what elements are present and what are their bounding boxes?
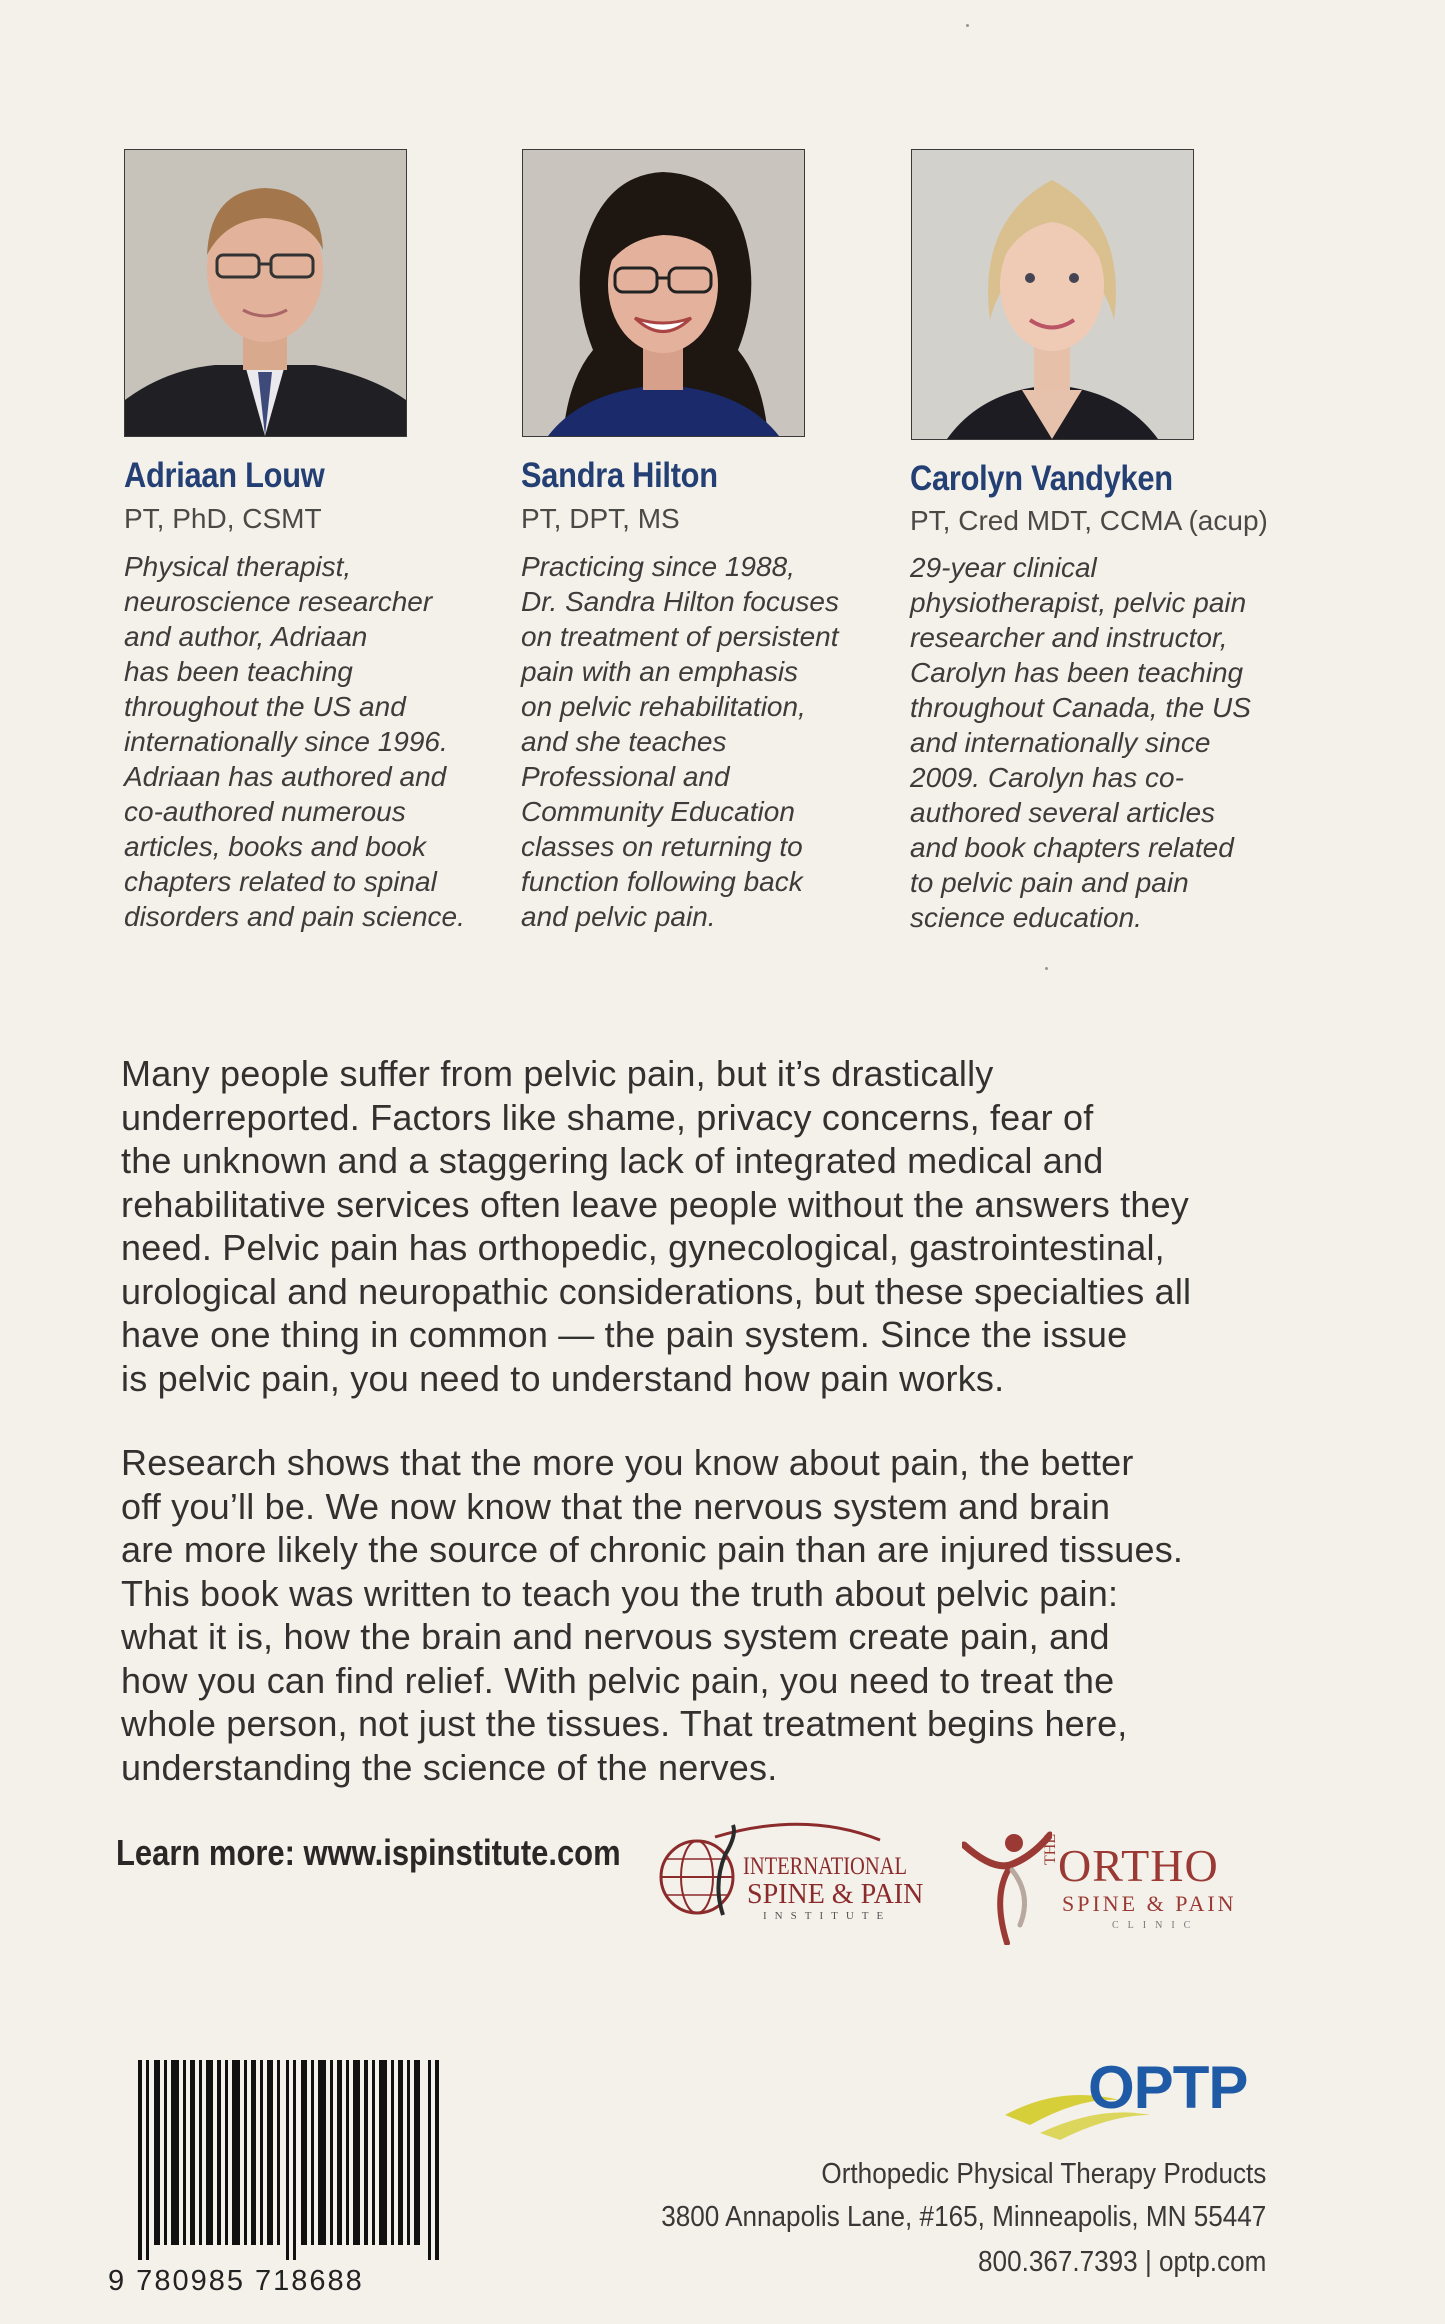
author-photo-louw (124, 149, 407, 437)
ortho-the: THE (1042, 1833, 1059, 1865)
author-bio: Physical therapist, neuroscience researcher and author, Adriaan has been teaching throughout the US and internationally since 1996. Adriaan has authored and co-authored numerous articles, books and book chapters related to spinal disorders and pain science. (124, 551, 465, 932)
publisher-contact: 800.367.7393 | optp.com (977, 2246, 1266, 2278)
ortho-line3: CLINIC (1112, 1920, 1200, 1931)
author-name: Carolyn Vandyken (910, 459, 1173, 498)
description-paragraph-2: Research shows that the more you know about pain, the better off you’ll be. We now know that the nervous system and brain are more likely the source of chronic pain than are injured tissues. This book was written to teach you the truth about pelvic pain: what it is, how the brain and nervous system create pain, and how you can find relief. With pelvic pain, you need to treat the whole person, not just the tissues. That treatment begins here, understanding the science of the nerves. (121, 1442, 1184, 1788)
portrait-image (523, 150, 804, 436)
learn-more-link[interactable]: Learn more: www.ispinstitute.com (116, 1832, 621, 1873)
author-bio: Practicing since 1988, Dr. Sandra Hilton focuses on treatment of persistent pain with an emphasis on pelvic rehabilitation, and she teaches Professional and Community Education classes on returning to function following back and pelvic pain. (521, 551, 839, 932)
description-paragraph-1: Many people suffer from pelvic pain, but it’s drastically underreported. Factors like shame, privacy concerns, fear of the unknown and a staggering lack of integrated medical and rehabilitative services often leave people without the answers they need. Pelvic pain has orthopedic, gynecological, gastrointestinal, urological and neuropathic considerations, but these specialties all have one thing in common — the pain system. Since the issue is pelvic pain, you need to understand how pain works. (121, 1053, 1192, 1399)
ortho-line1: ORTHO (1058, 1840, 1219, 1891)
optp-logo-text: OPTP (1088, 2054, 1248, 2121)
author-bio: 29-year clinical physiotherapist, pelvic pain researcher and instructor, Carolyn has been teaching throughout Canada, the US and internationally since 2009. Carolyn has co- authored several articles and book chapters related to pelvic pain and pain science education. (910, 552, 1251, 933)
portrait-image (125, 150, 406, 436)
publisher-address: 3800 Annapolis Lane, #165, Minneapolis, MN 55447 (660, 2201, 1266, 2233)
isp-institute-logo (655, 1815, 935, 1935)
speck (1045, 967, 1048, 970)
optp-logo (1000, 2045, 1270, 2145)
author-name: Adriaan Louw (124, 456, 325, 495)
author-photo-vandyken (911, 149, 1194, 440)
isp-line2: SPINE & PAIN (747, 1879, 924, 1910)
barcode-image (138, 2060, 448, 2260)
author-photo-hilton (522, 149, 805, 437)
isbn-number: 9 780985 718688 (108, 2265, 364, 2297)
author-credentials: PT, DPT, MS (521, 503, 680, 534)
figure-icon (962, 1825, 1052, 1945)
author-credentials: PT, PhD, CSMT (124, 503, 322, 534)
portrait-image (912, 150, 1193, 439)
ortho-line2: SPINE & PAIN (1062, 1891, 1237, 1916)
isp-line3: INSTITUTE (763, 1910, 892, 1922)
author-name: Sandra Hilton (521, 456, 718, 495)
ortho-clinic-logo (962, 1825, 1262, 1945)
author-credentials: PT, Cred MDT, CCMA (acup) (910, 505, 1268, 536)
isp-line1: INTERNATIONAL (743, 1853, 907, 1880)
publisher-name: Orthopedic Physical Therapy Products (821, 2158, 1266, 2190)
speck (966, 24, 969, 27)
